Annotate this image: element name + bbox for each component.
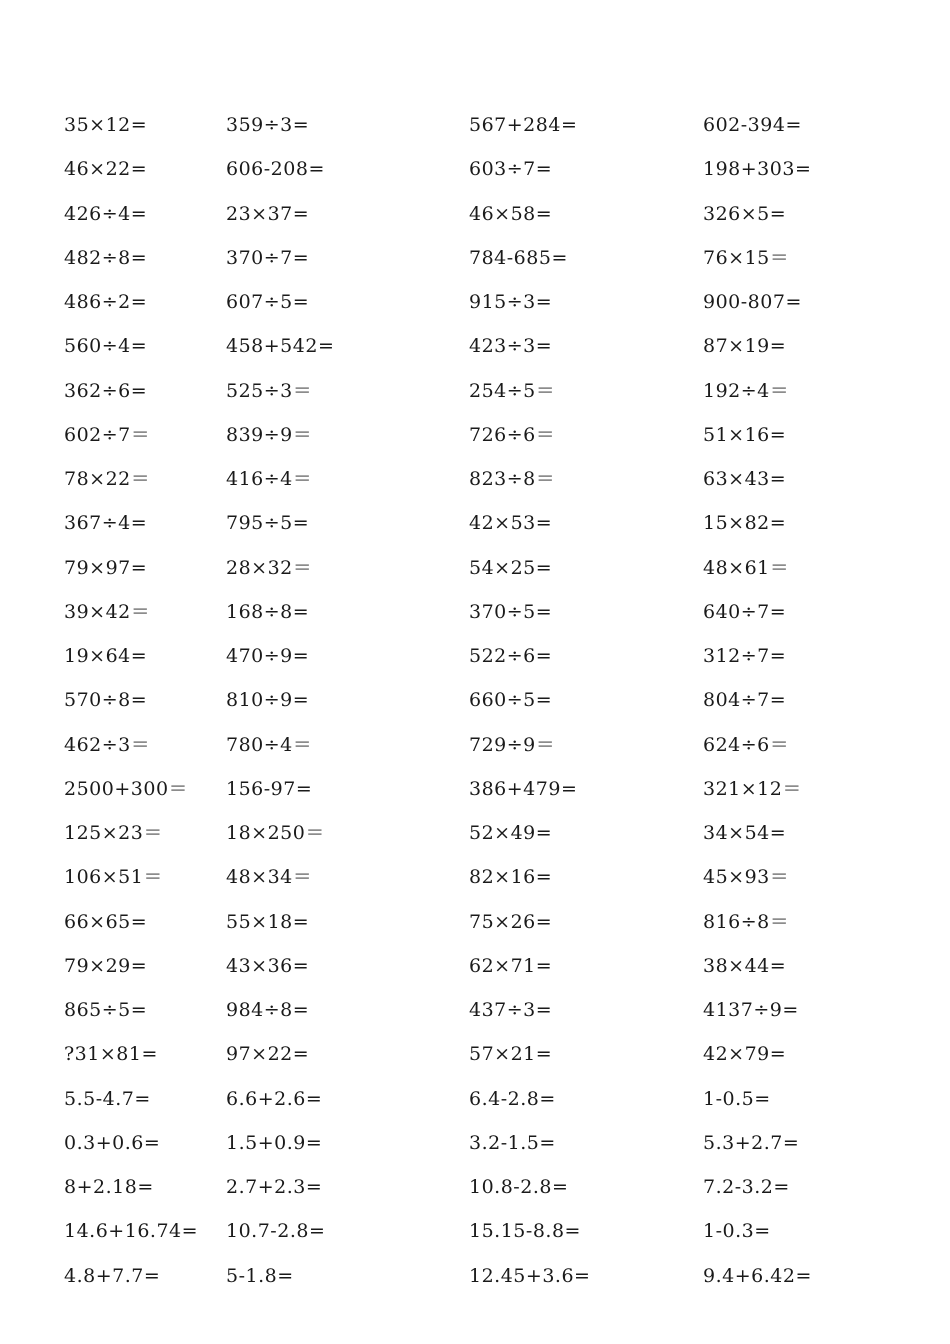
math-problem: 23×37= — [226, 202, 310, 225]
math-problem: 38×44= — [703, 954, 787, 977]
math-problem: 370÷5= — [469, 600, 553, 623]
math-problem: 28×32＝ — [226, 556, 313, 579]
math-problem: 14.6+16.74= — [64, 1220, 199, 1243]
math-problem: 726÷6＝ — [469, 423, 556, 446]
math-problem: 66×65= — [64, 910, 148, 933]
math-problem: 55×18= — [226, 910, 310, 933]
math-problem: 192÷4＝ — [703, 379, 790, 402]
math-problem: 984÷8= — [226, 999, 310, 1021]
math-problem: 416÷4＝ — [226, 468, 313, 490]
problem-row — [0, 1083, 950, 1127]
math-problem: 458+542= — [226, 335, 335, 358]
math-problem: 810÷9= — [226, 689, 310, 712]
problem-row — [0, 1260, 950, 1304]
math-problem: 640÷7= — [703, 600, 787, 623]
problem-grid — [0, 109, 950, 1304]
problem-row — [0, 507, 950, 551]
math-problem: 7.2-3.2= — [703, 1176, 790, 1198]
problem-row — [0, 1215, 950, 1259]
problem-row — [0, 861, 950, 905]
math-problem: 784-685= — [469, 246, 568, 269]
math-problem: 624÷6＝ — [703, 733, 790, 756]
problem-row — [0, 994, 950, 1038]
math-problem: 1.5+0.9= — [226, 1131, 323, 1154]
problem-row — [0, 729, 950, 773]
problem-row — [0, 198, 950, 242]
math-problem: 865÷5= — [64, 999, 148, 1021]
problem-row — [0, 596, 950, 640]
math-problem: 43×36= — [226, 954, 310, 977]
math-problem: 326×5= — [703, 202, 787, 225]
math-problem: 1-0.3= — [703, 1220, 771, 1243]
math-problem: 51×16= — [703, 423, 787, 446]
math-problem: 42×79= — [703, 1043, 787, 1066]
problem-row — [0, 950, 950, 994]
math-problem: 482÷8= — [64, 246, 148, 269]
math-problem: 729÷9＝ — [469, 733, 556, 756]
math-problem: 45×93＝ — [703, 866, 790, 889]
math-problem: 76×15＝ — [703, 246, 790, 269]
math-problem: 437÷3= — [469, 999, 553, 1021]
math-problem: 79×29= — [64, 954, 148, 977]
math-problem: 1-0.5= — [703, 1087, 771, 1110]
math-problem: 816÷8＝ — [703, 910, 790, 933]
math-problem: 6.4-2.8= — [469, 1087, 556, 1110]
math-problem: 48×34＝ — [226, 866, 313, 889]
math-problem: 52×49= — [469, 822, 553, 844]
math-problem: 567+284= — [469, 114, 578, 136]
math-problem: ?31×81= — [64, 1043, 158, 1066]
math-problem: 15×82= — [703, 512, 787, 535]
math-problem: 46×58= — [469, 202, 553, 225]
math-problem: 915÷3= — [469, 291, 553, 313]
math-problem: 423÷3= — [469, 335, 553, 358]
problem-row — [0, 906, 950, 950]
problem-row — [0, 1171, 950, 1215]
math-problem: 42×53= — [469, 512, 553, 535]
math-problem: 97×22= — [226, 1043, 310, 1066]
math-problem: 48×61＝ — [703, 556, 790, 579]
math-problem: 5-1.8= — [226, 1264, 294, 1287]
math-problem: 87×19= — [703, 335, 787, 358]
problem-row — [0, 1127, 950, 1171]
math-problem: 522÷6= — [469, 645, 553, 667]
math-problem: 4137÷9= — [703, 999, 799, 1021]
math-problem: 8+2.18= — [64, 1176, 154, 1198]
problem-row — [0, 419, 950, 463]
math-problem: 606-208= — [226, 158, 325, 181]
math-problem: 359÷3= — [226, 114, 310, 136]
math-problem: 603÷7= — [469, 158, 553, 181]
problem-row — [0, 817, 950, 861]
math-problem: 156-97= — [226, 777, 313, 800]
math-problem: 370÷7= — [226, 246, 310, 269]
math-problem: 15.15-8.8= — [469, 1220, 581, 1243]
problem-row — [0, 375, 950, 419]
math-problem: 570÷8= — [64, 689, 148, 712]
math-problem: 602÷7＝ — [64, 423, 151, 446]
math-problem: 12.45+3.6= — [469, 1264, 591, 1287]
math-problem: 367÷4= — [64, 512, 148, 535]
math-problem: 386+479= — [469, 777, 578, 800]
math-problem: 839÷9＝ — [226, 423, 313, 446]
math-problem: 78×22＝ — [64, 468, 151, 490]
math-problem: 35×12= — [64, 114, 148, 136]
math-problem: 0.3+0.6= — [64, 1131, 161, 1154]
math-problem: 560÷4= — [64, 335, 148, 358]
math-problem: 607÷5= — [226, 291, 310, 313]
math-problem: 602-394= — [703, 114, 802, 136]
math-problem: 63×43= — [703, 468, 787, 490]
problem-row — [0, 773, 950, 817]
problem-row — [0, 552, 950, 596]
math-problem: 486÷2= — [64, 291, 148, 313]
math-problem: 5.3+2.7= — [703, 1131, 800, 1154]
math-problem: 168÷8= — [226, 600, 310, 623]
math-problem: 525÷3＝ — [226, 379, 313, 402]
math-problem: 362÷6= — [64, 379, 148, 402]
problem-row — [0, 330, 950, 374]
math-problem: 54×25= — [469, 556, 553, 579]
math-problem: 5.5-4.7= — [64, 1087, 151, 1110]
math-problem: 10.7-2.8= — [226, 1220, 326, 1243]
math-problem: 900-807= — [703, 291, 802, 313]
math-problem: 4.8+7.7= — [64, 1264, 161, 1287]
math-problem: 19×64= — [64, 645, 148, 667]
math-problem: 312÷7= — [703, 645, 787, 667]
math-problem: 62×71= — [469, 954, 553, 977]
math-problem: 823÷8＝ — [469, 468, 556, 490]
math-problem: 795÷5= — [226, 512, 310, 535]
math-problem: 18×250＝ — [226, 822, 325, 844]
math-problem: 660÷5= — [469, 689, 553, 712]
math-problem: 254÷5＝ — [469, 379, 556, 402]
math-problem: 9.4+6.42= — [703, 1264, 812, 1287]
math-problem: 2500+300＝ — [64, 777, 189, 800]
math-problem: 804÷7= — [703, 689, 787, 712]
problem-row — [0, 109, 950, 153]
math-problem: 82×16= — [469, 866, 553, 889]
math-problem: 79×97= — [64, 556, 148, 579]
math-problem: 780÷4＝ — [226, 733, 313, 756]
problem-row — [0, 640, 950, 684]
problem-row — [0, 1038, 950, 1082]
math-problem: 39×42＝ — [64, 600, 151, 623]
math-problem: 57×21= — [469, 1043, 553, 1066]
math-problem: 470÷9= — [226, 645, 310, 667]
math-problem: 6.6+2.6= — [226, 1087, 323, 1110]
math-problem: 321×12＝ — [703, 777, 802, 800]
math-problem: 75×26= — [469, 910, 553, 933]
problem-row — [0, 153, 950, 197]
math-problem: 426÷4= — [64, 202, 148, 225]
problem-row — [0, 684, 950, 728]
math-problem: 2.7+2.3= — [226, 1176, 323, 1198]
math-problem: 198+303= — [703, 158, 812, 181]
problem-row — [0, 242, 950, 286]
problem-row — [0, 286, 950, 330]
problem-row — [0, 463, 950, 507]
math-problem: 10.8-2.8= — [469, 1176, 569, 1198]
math-problem: 106×51＝ — [64, 866, 163, 889]
math-problem: 3.2-1.5= — [469, 1131, 556, 1154]
math-problem: 46×22= — [64, 158, 148, 181]
math-problem: 34×54= — [703, 822, 787, 844]
math-problem: 462÷3＝ — [64, 733, 151, 756]
math-problem: 125×23＝ — [64, 822, 163, 844]
